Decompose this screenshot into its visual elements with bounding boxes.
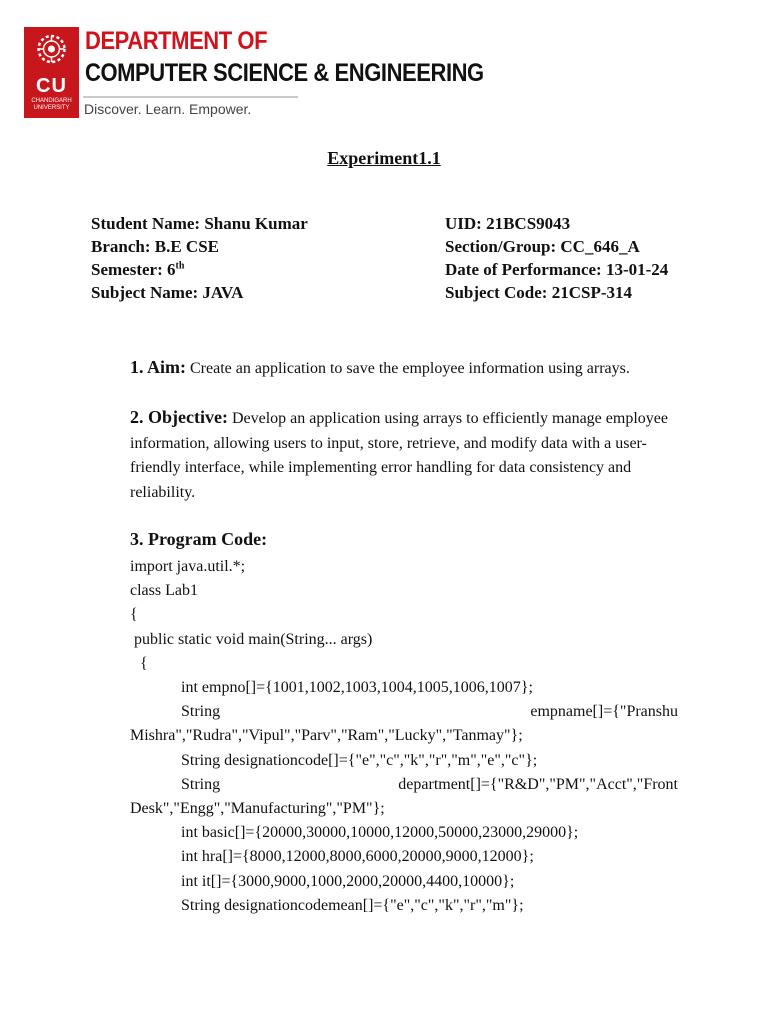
section-group: Section/Group: CC_646_A [445, 237, 640, 256]
code-line: int basic[]={20000,30000,10000,12000,50000,23000,29000}; [181, 824, 579, 842]
code-token: String [181, 703, 221, 721]
tagline: Discover. Learn. Empower. [84, 101, 252, 117]
objective-text: Develop an application using arrays to efficiently manage employee information, allowing users to input, store, retrieve, and modify data with a user-friendly interface, while implementing error handling for data consistency and reliability. [130, 410, 668, 501]
header-divider [83, 96, 298, 98]
code-line [130, 700, 678, 724]
branch: Branch: B.E CSE [91, 237, 219, 256]
uid: UID: 21BCS9043 [445, 214, 571, 233]
program-heading-text: 3. Program Code: [130, 529, 268, 549]
aim-heading: 1. Aim: [130, 357, 186, 377]
code-token: String [181, 775, 221, 793]
logo-cu-text: CU [36, 75, 67, 97]
aim-text: Create an application to save the employee information using arrays. [190, 360, 630, 377]
code-line: { [130, 606, 138, 624]
code-block [130, 555, 678, 918]
code-line [130, 773, 678, 797]
code-line: import java.util.*; [130, 558, 246, 575]
code-line: String designationcode[]={"e","c","k","r","m","e","c"}; [181, 751, 538, 769]
subject-code: Subject Code: 21CSP-314 [445, 283, 632, 302]
student-name: Student Name: Shanu Kumar [91, 214, 308, 233]
objective-section [130, 405, 678, 505]
code-line: Mishra","Rudra","Vipul","Parv","Ram","Lucky","Tanmay"}; [130, 727, 523, 745]
subject-name: Subject Name: JAVA [91, 283, 244, 302]
aim-section [130, 357, 630, 378]
code-token: department[]={"R&D","PM","Acct","Front [398, 775, 678, 793]
department-title-line1: DEPARTMENT OF [85, 27, 268, 55]
page-title [0, 148, 768, 169]
university-logo [24, 27, 79, 118]
semester-label: Semester: 6 [91, 260, 176, 279]
code-line: Desk","Engg","Manufacturing","PM"}; [130, 800, 385, 818]
semester [91, 260, 184, 280]
department-title-line2: COMPUTER SCIENCE & ENGINEERING [85, 59, 484, 87]
semester-suffix: th [175, 260, 185, 272]
objective-heading: 2. Objective: [130, 407, 228, 427]
code-line: { [140, 654, 148, 672]
code-line: int empno[]={1001,1002,1003,1004,1005,1006,1007}; [181, 679, 533, 697]
logo-subtext: CHANDIGARH UNIVERSITY [31, 98, 72, 111]
experiment-title: Experiment1.1 [327, 148, 441, 168]
code-token: empname[]={"Pranshu [530, 703, 678, 721]
code-line: class Lab1 [130, 582, 198, 600]
date-of-performance: Date of Performance: 13-01-24 [445, 260, 669, 279]
program-heading [130, 529, 267, 550]
code-line: String designationcodemean[]={"e","c","k","r","m"}; [181, 896, 524, 914]
code-line: public static void main(String... args) [134, 630, 373, 648]
code-line: int hra[]={8000,12000,8000,6000,20000,9000,12000}; [181, 848, 534, 866]
code-line: int it[]={3000,9000,1000,2000,20000,4400,10000}; [181, 872, 515, 890]
